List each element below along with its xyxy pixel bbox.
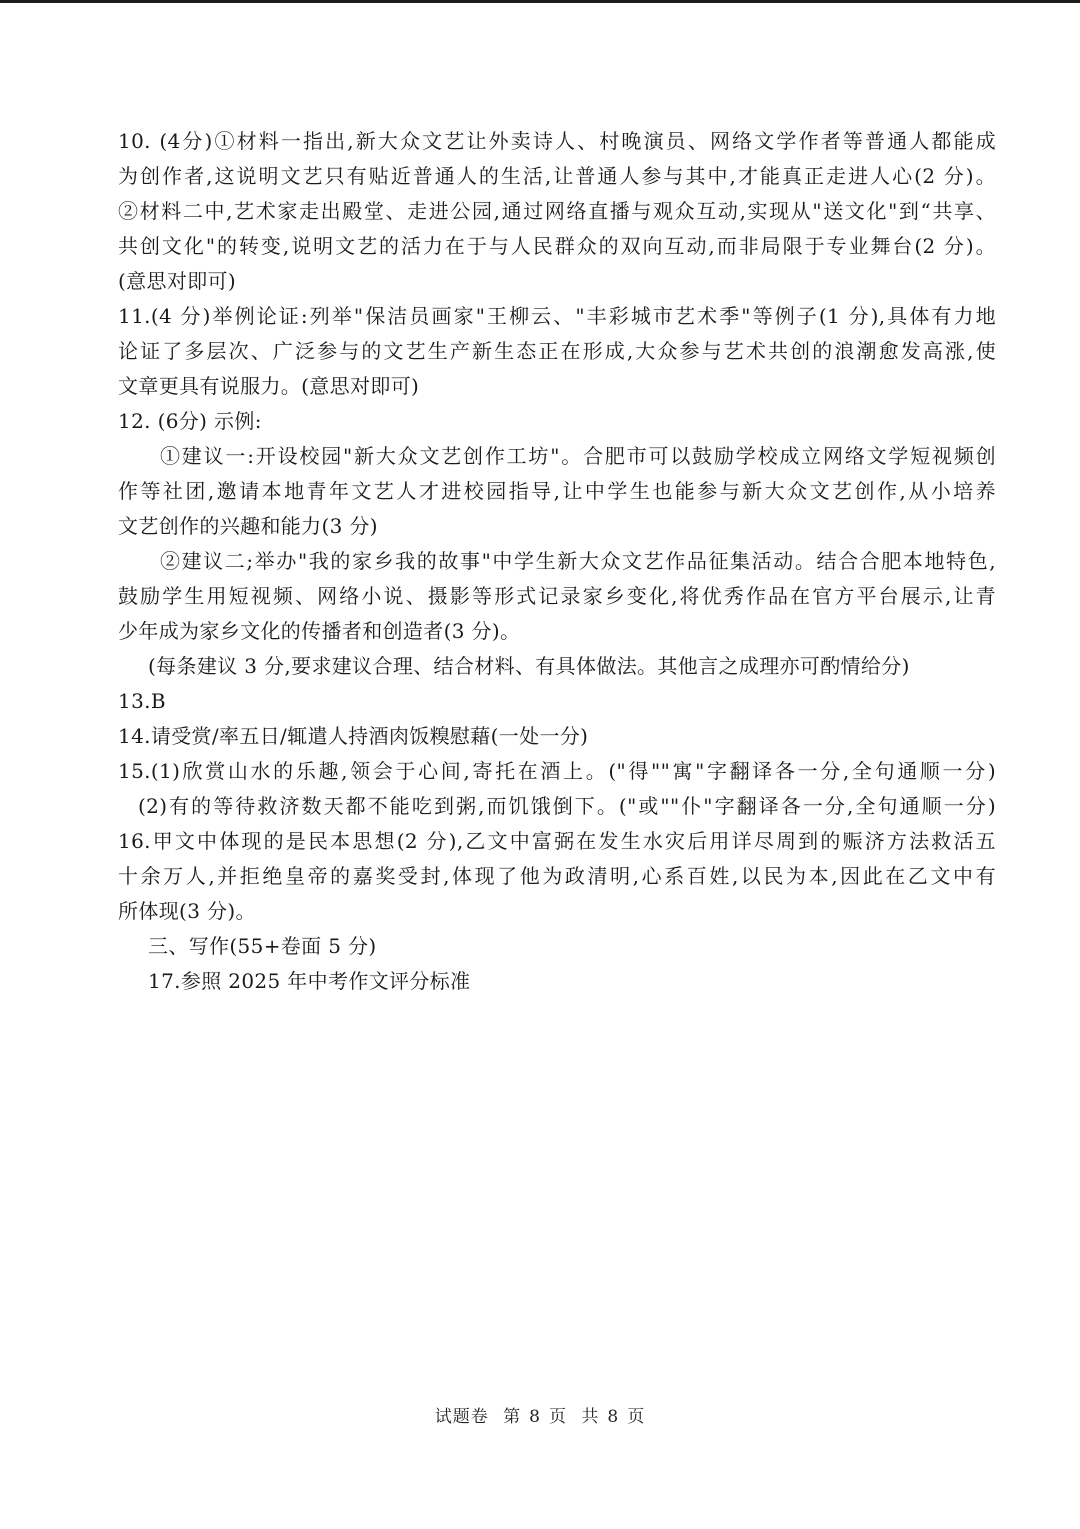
answer-line: 11.(4 分)举例论证:列举"保洁员画家"王柳云、"丰彩城市艺术季"等例子(1 分),具体有力地	[118, 304, 996, 328]
answer-line: 鼓励学生用短视频、网络小说、摄影等形式记录家乡变化,将优秀作品在官方平台展示,让青	[118, 584, 996, 608]
answer-line: 文章更具有说服力。(意思对即可)	[118, 374, 420, 398]
answer-line: 论证了多层次、广泛参与的文艺生产新生态正在形成,大众参与艺术共创的浪潮愈发高涨,使	[118, 339, 996, 363]
answer-q13	[118, 684, 996, 719]
answer-line: ②建议二;举办"我的家乡我的故事"中学生新大众文艺作品征集活动。结合合肥本地特色,	[160, 549, 996, 573]
answer-line: (意思对即可)	[118, 269, 237, 293]
answer-q10	[118, 124, 996, 299]
answer-q11	[118, 299, 996, 404]
footer-label: 试题卷	[434, 1407, 489, 1427]
answer-key-page	[118, 124, 996, 999]
footer-total-unit: 页	[627, 1407, 646, 1427]
answer-line: (2)有的等待救济数天都不能吃到粥,而饥饿倒下。("或""仆"字翻译各一分,全句通顺一分)	[138, 794, 996, 818]
answer-line: 为创作者,这说明文艺只有贴近普通人的生活,让普通人参与其中,才能真正走进人心(2 分)。	[118, 164, 996, 188]
answer-line: 16.甲文中体现的是民本思想(2 分),乙文中富弼在发生水灾后用详尽周到的赈济方法救活五	[118, 829, 996, 853]
answer-line: 13.B	[118, 689, 166, 713]
answer-line: 15.(1)欣赏山水的乐趣,领会于心间,寄托在酒上。("得""寓"字翻译各一分,全句通顺一分)	[118, 759, 996, 783]
scoring-note: (每条建议 3 分,要求建议合理、结合材料、有具体做法。其他言之成理亦可酌情给分)	[148, 654, 910, 678]
answer-line: 十余万人,并拒绝皇帝的嘉奖受封,体现了他为政清明,心系百姓,以民为本,因此在乙文中有	[118, 864, 996, 888]
answer-q15	[118, 754, 996, 824]
section-heading: 三、写作(55+卷面 5 分)	[148, 934, 377, 958]
answer-line: 文艺创作的兴趣和能力(3 分)	[118, 514, 378, 538]
answer-line: 共创文化"的转变,说明文艺的活力在于与人民群众的双向互动,而非局限于专业舞台(2 分)。	[118, 234, 996, 258]
answer-line: 14.请受赏/率五日/辄遣人持酒肉饭糗慰藉(一处一分)	[118, 724, 589, 748]
answer-q14	[118, 719, 996, 754]
answer-line: 少年成为家乡文化的传播者和创造者(3 分)。	[118, 619, 521, 643]
suggestion-2	[118, 544, 996, 649]
top-edge-band	[0, 0, 1080, 3]
page-footer	[0, 1402, 1080, 1427]
answer-line: 12. (6分) 示例:	[118, 409, 262, 433]
footer-page-current: 8	[529, 1407, 541, 1427]
footer-page-unit: 页	[549, 1407, 567, 1427]
answer-q12	[118, 404, 996, 684]
section-writing	[118, 929, 996, 999]
footer-page-prefix: 第	[503, 1407, 522, 1427]
suggestion-1	[118, 439, 996, 544]
answer-q16	[118, 824, 996, 929]
answer-line: ①建议一:开设校园"新大众文艺创作工坊"。合肥市可以鼓励学校成立网络文学短视频创	[160, 444, 996, 468]
footer-page-total: 8	[607, 1407, 620, 1427]
answer-line: ②材料二中,艺术家走出殿堂、走进公园,通过网络直播与观众互动,实现从"送文化"到“共享、	[118, 199, 996, 223]
footer-total-prefix: 共	[581, 1407, 600, 1427]
answer-line: 作等社团,邀请本地青年文艺人才进校园指导,让中学生也能参与新大众文艺创作,从小培养	[118, 479, 996, 503]
answer-line: 10. (4分)①材料一指出,新大众文艺让外卖诗人、村晚演员、网络文学作者等普通人都能成	[118, 129, 996, 153]
answer-line: 所体现(3 分)。	[118, 899, 256, 923]
answer-q17: 17.参照 2025 年中考作文评分标准	[148, 969, 471, 993]
